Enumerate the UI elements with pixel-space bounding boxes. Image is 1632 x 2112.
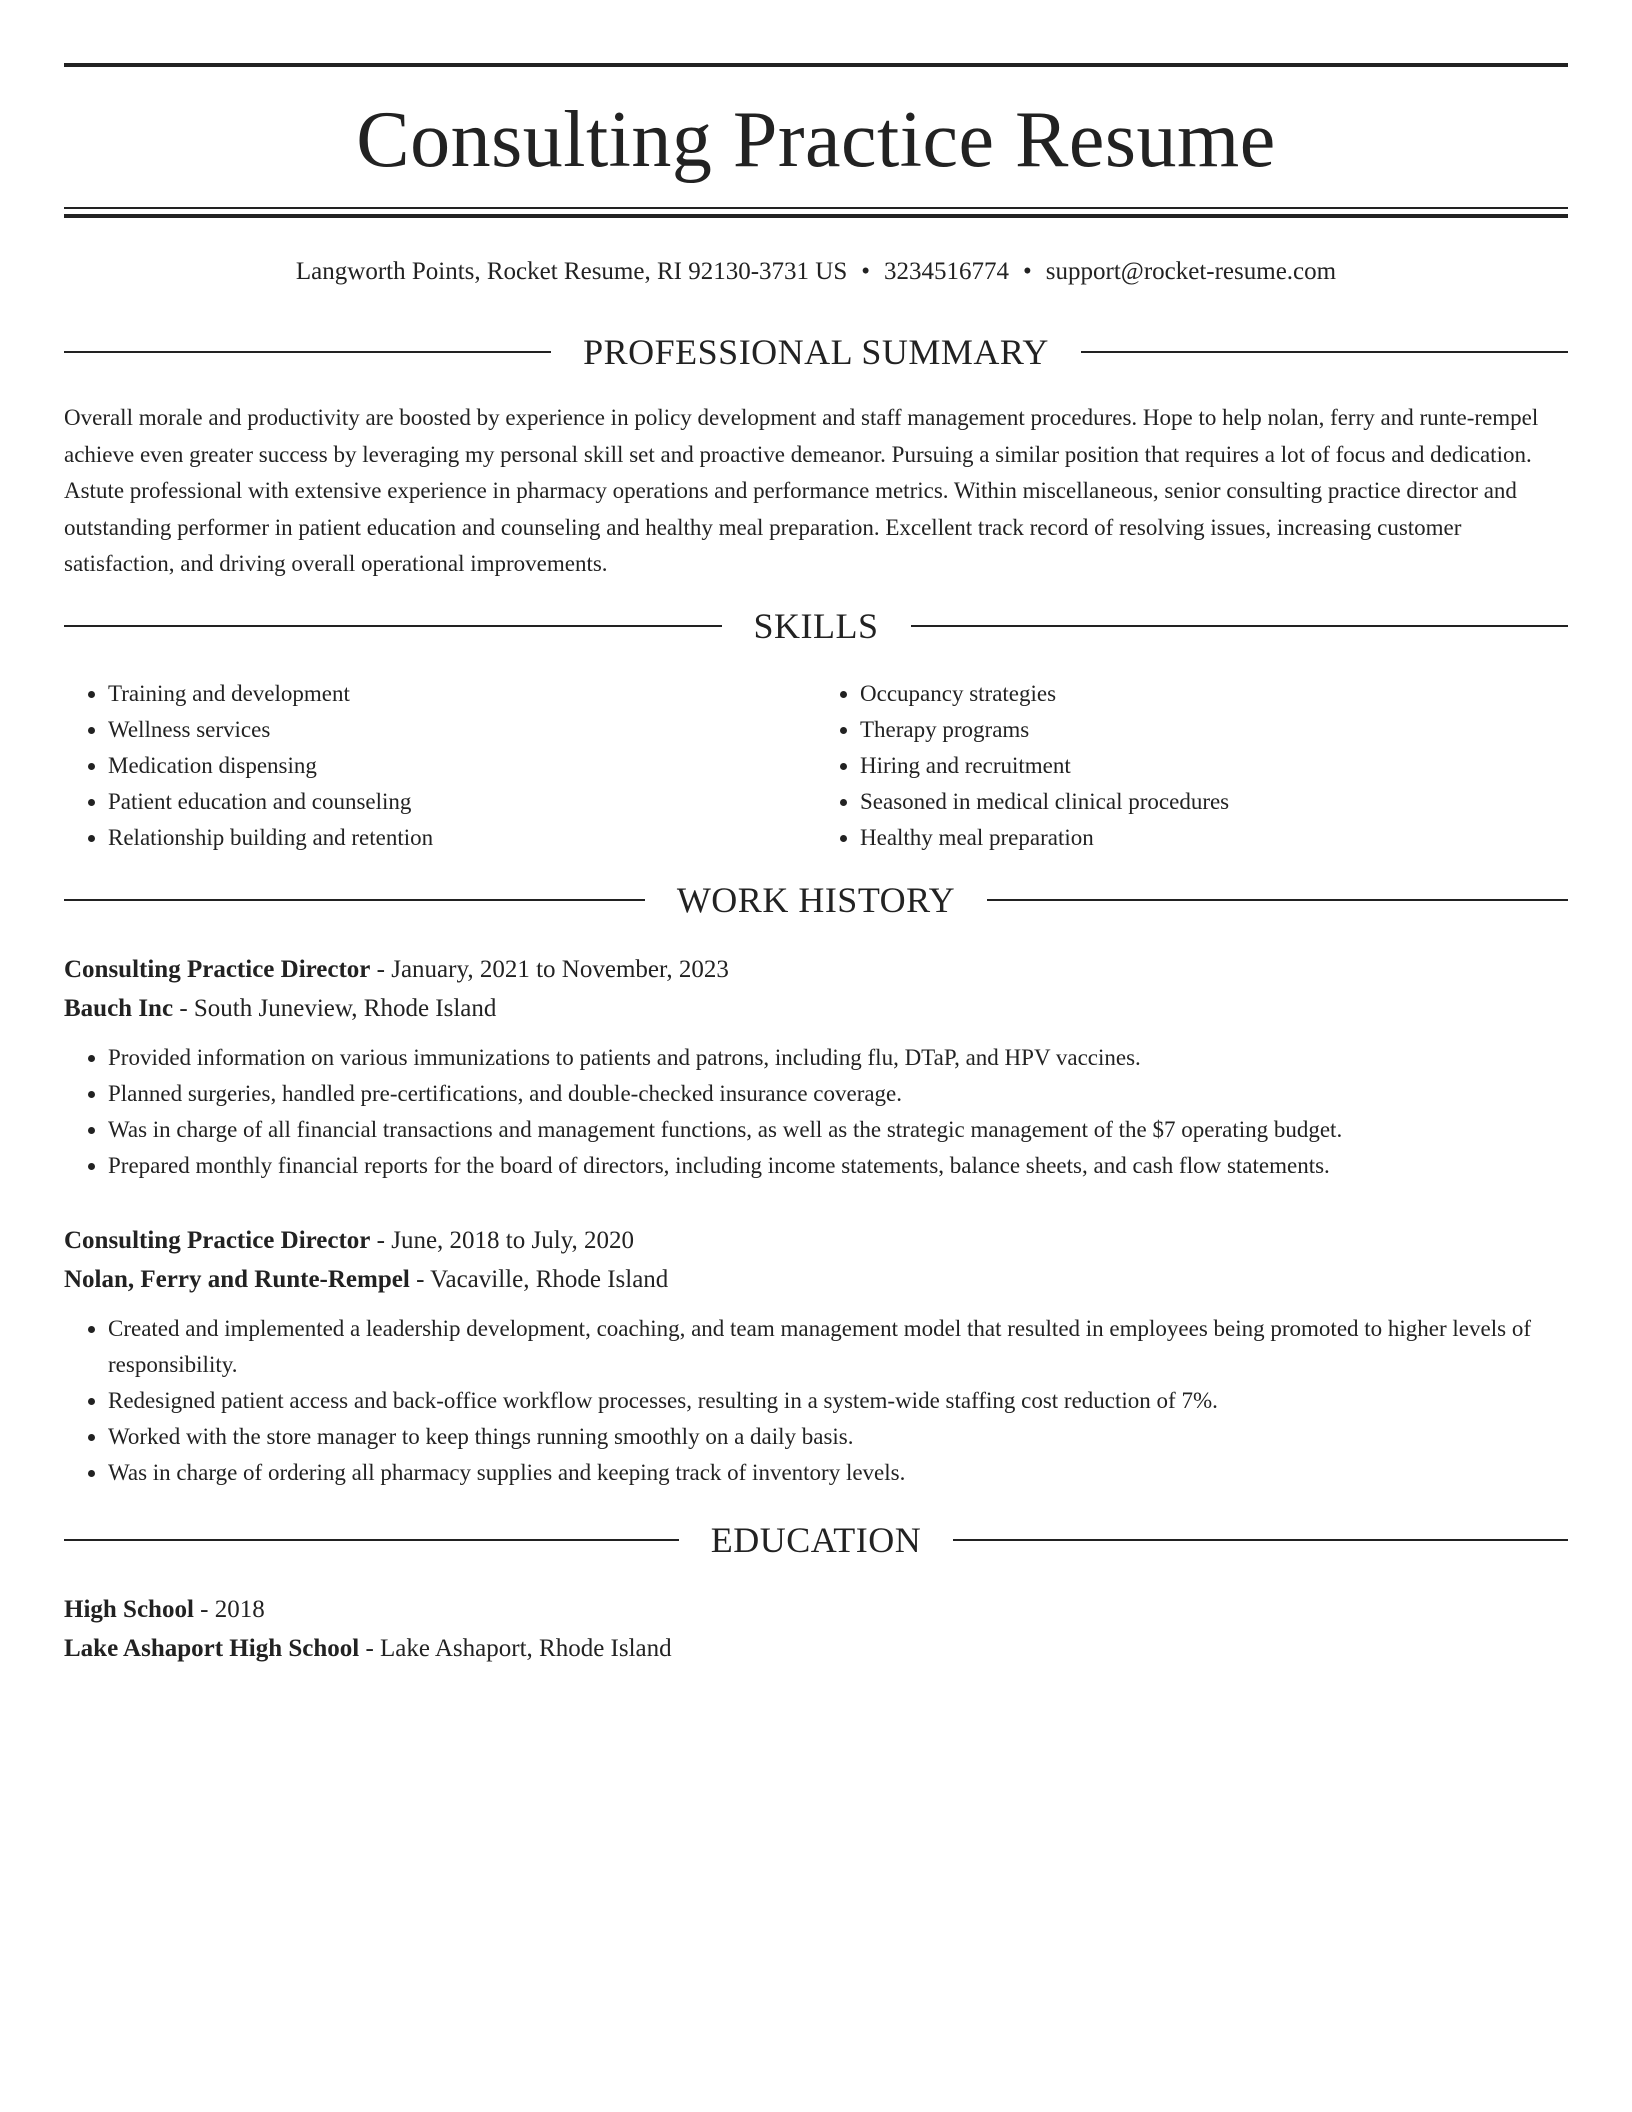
contact-phone[interactable]: 3234516774	[884, 258, 1010, 285]
job-location: - Vacaville, Rhode Island	[409, 1266, 669, 1293]
job-title-line	[64, 950, 1568, 989]
job-entry	[64, 1221, 1568, 1491]
skills-column-right	[816, 676, 1568, 856]
job-bullets	[64, 1311, 1568, 1491]
education-location: - Lake Ashaport, Rhode Island	[359, 1635, 672, 1662]
heading-rule	[64, 1539, 679, 1541]
education-degree-line	[64, 1590, 1568, 1629]
job-title: Consulting Practice Director	[64, 1227, 371, 1254]
job-dates: - June, 2018 to July, 2020	[370, 1227, 635, 1254]
education-year: - 2018	[193, 1596, 265, 1623]
job-dates: - January, 2021 to November, 2023	[370, 956, 729, 983]
heading-rule	[64, 899, 645, 901]
skill-item: • Seasoned in medical clinical procedures	[860, 784, 1568, 820]
section-heading-summary	[64, 330, 1568, 374]
section-title: PROFESSIONAL SUMMARY	[583, 332, 1049, 372]
skill-item: • Wellness services	[108, 712, 816, 748]
skills-list	[64, 676, 1568, 856]
section-title: SKILLS	[753, 606, 879, 646]
section-heading-education	[64, 1518, 1568, 1562]
job-location: - South Juneview, Rhode Island	[173, 995, 497, 1022]
summary-text: Overall morale and productivity are boosted by experience in policy development and staff management procedures. Hope to help nolan, ferry and runte-rempel achieve even greater success by leveraging my personal skill set and proactive demeanor. Pursuing a similar position that requires a lot of focus and dedication. Astute professional with extensive experience in pharmacy operations and performance metrics. Within miscellaneous, senior consulting practice director and outstanding performer in patient education and counseling and healthy meal preparation. Excellent track record of resolving issues, increasing customer satisfaction, and driving overall operational improvements.	[64, 405, 1539, 576]
education-school-line	[64, 1629, 1568, 1668]
job-title-line	[64, 1221, 1568, 1260]
contact-address: Langworth Points, Rocket Resume, RI 92130-3731 US	[295, 258, 848, 285]
job-title: Consulting Practice Director	[64, 956, 371, 983]
skill-item: • Training and development	[108, 676, 816, 712]
heading-rule	[987, 899, 1568, 901]
top-rule	[64, 63, 1568, 67]
heading-rule	[1081, 351, 1568, 353]
job-company-line	[64, 1260, 1568, 1299]
job-bullet: • Planned surgeries, handled pre-certifications, and double-checked insurance coverage.	[108, 1076, 1568, 1112]
contact-email[interactable]: support@rocket-resume.com	[1045, 258, 1337, 285]
job-company: Nolan, Ferry and Runte-Rempel	[64, 1266, 410, 1293]
job-bullet: • Redesigned patient access and back-office workflow processes, resulting in a system-wide staffing cost reduction of 7%.	[108, 1383, 1568, 1419]
job-company: Bauch Inc	[64, 995, 174, 1022]
skill-item: • Relationship building and retention	[108, 820, 816, 856]
contact-separator: •	[1023, 258, 1032, 285]
heading-rule	[64, 351, 551, 353]
job-bullet: • Created and implemented a leadership development, coaching, and team management model that resulted in employees being promoted to higher levels of responsibility.	[108, 1311, 1568, 1383]
education-entry	[64, 1590, 1568, 1668]
heading-rule	[911, 625, 1569, 627]
job-bullet: • Was in charge of all financial transactions and management functions, as well as the strategic management of the $7 operating budget.	[108, 1112, 1568, 1148]
skill-item: • Hiring and recruitment	[860, 748, 1568, 784]
heading-rule	[953, 1539, 1568, 1541]
heading-rule	[64, 625, 722, 627]
job-bullet: • Provided information on various immunizations to patients and patrons, including flu, DTaP, and HPV vaccines.	[108, 1040, 1568, 1076]
section-title: WORK HISTORY	[676, 880, 956, 920]
title-double-rule	[64, 207, 1568, 218]
job-company-line	[64, 989, 1568, 1028]
resume-title: Consulting Practice Resume	[356, 96, 1276, 184]
skill-item: • Therapy programs	[860, 712, 1568, 748]
section-title: EDUCATION	[710, 1520, 922, 1560]
skill-item: • Healthy meal preparation	[860, 820, 1568, 856]
job-bullet: • Worked with the store manager to keep things running smoothly on a daily basis.	[108, 1419, 1568, 1455]
section-heading-work	[64, 878, 1568, 922]
contact-line	[64, 255, 1568, 289]
job-entry	[64, 950, 1568, 1184]
contact-separator: •	[861, 258, 871, 285]
job-bullets	[64, 1040, 1568, 1184]
education-school: Lake Ashaport High School	[64, 1635, 360, 1662]
job-bullet: • Prepared monthly financial reports for the board of directors, including income statements, balance sheets, and cash flow statements.	[108, 1148, 1568, 1184]
section-heading-skills	[64, 604, 1568, 648]
skill-item: • Occupancy strategies	[860, 676, 1568, 712]
job-bullet: • Was in charge of ordering all pharmacy supplies and keeping track of inventory levels.	[108, 1455, 1568, 1491]
education-degree: High School	[64, 1596, 194, 1623]
skill-item: • Patient education and counseling	[108, 784, 816, 820]
skills-column-left	[64, 676, 816, 856]
skill-item: • Medication dispensing	[108, 748, 816, 784]
